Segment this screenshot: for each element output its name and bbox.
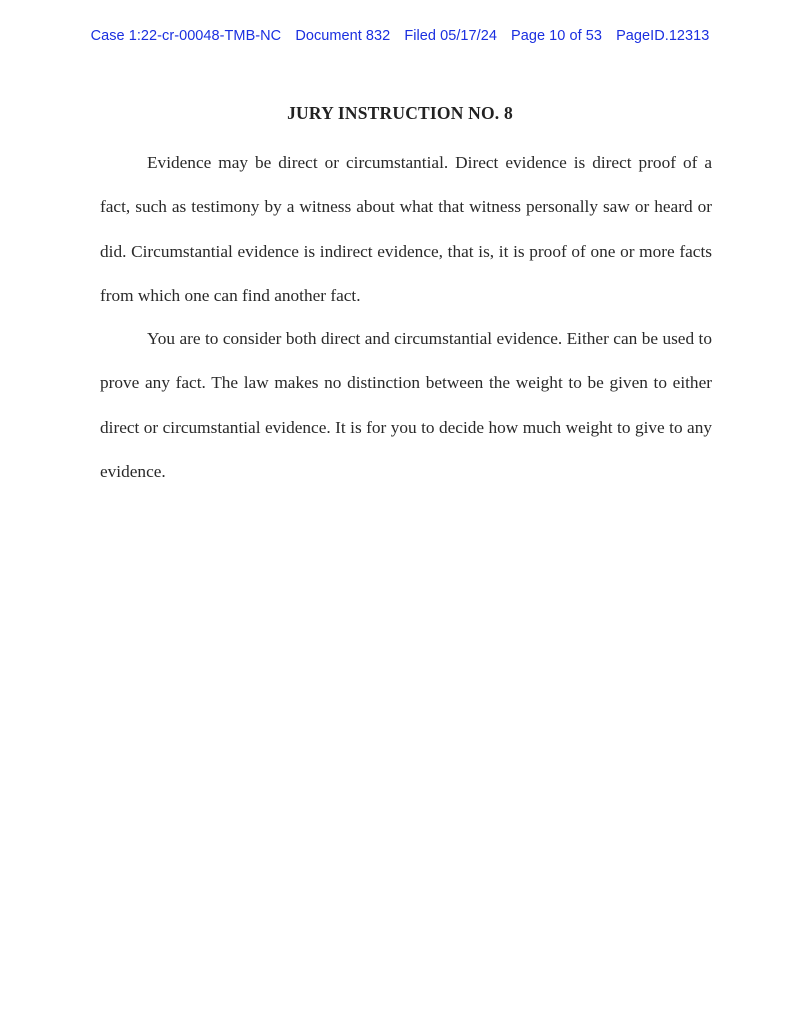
paragraph-2: You are to consider both direct and circumstantial evidence. Either can be used to prove any fact. The law makes no distinction between the weight to be given to either direct or circumstantial evidence. It is for you to decide how much weight to give to any evidence.: [100, 329, 712, 481]
paragraph-1: Evidence may be direct or circumstantial. Direct evidence is direct proof of a fact, such as testimony by a witness about what that witness personally saw or heard or did. Circumstantial evidence is indirect evidence, that is, it is proof of one or more facts from which one can find another fact.: [100, 153, 712, 305]
case-number: Case 1:22-cr-00048-TMB-NC: [90, 28, 282, 44]
instruction-title: JURY INSTRUCTION NO. 8: [287, 103, 513, 123]
page-id: PageID.12313: [616, 28, 710, 44]
filed-date: Filed 05/17/24: [404, 28, 497, 44]
page-number: Page 10 of 53: [511, 28, 602, 44]
document-number: Document 832: [295, 28, 391, 44]
ecf-header: [0, 28, 800, 44]
